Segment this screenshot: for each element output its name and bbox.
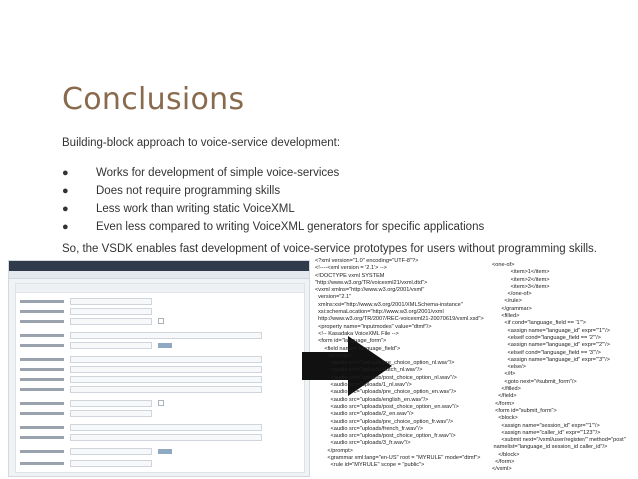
slide-summary: So, the VSDK enables fast development of voice-service prototypes for users without programming skills. — [62, 243, 597, 255]
bullet-dot-icon: ● — [62, 203, 69, 215]
bullet-dot-icon: ● — [62, 167, 69, 179]
slide-title: Conclusions — [62, 82, 245, 117]
slide-intro: Building-block approach to voice-service development: — [62, 137, 341, 149]
voicexml-code-part-2: <one-of> <item>1</item> <item>2</item> <item>3</item> </one-of> </rule> </grammar> <filled> <if cond="language_field == '1'"> <assign name="language_id" expr="'1'"/> <elseif cond="language_field == '2'"/> <assign name="language_id" expr="'2'"/> <elseif cond="language_field == '3'"/> <assign name="language_id" expr="'3'"/> <else/> </if> <goto next="#submit_form"/> </filled> </field> </form> <form id="submit_form"> <block> <assign name="session_id" expr="'1'"/> <assign name="caller_id" expr="'123'"/> <submit next="/vxml/user/register/" method="post" namelist="language_id session_id caller_id"/> </block> </form> </vxml> — [492, 262, 626, 473]
bullet-dot-icon: ● — [62, 185, 69, 197]
bullet-text: Less work than writing static VoiceXML — [96, 203, 295, 215]
bullet-text: Works for development of simple voice-services — [96, 167, 340, 179]
bullet-dot-icon: ● — [62, 221, 69, 233]
voicexml-code-part-1: <?xml version="1.0" encoding="UTF-8"?> <!----<xml version = '2.1'> --> <!DOCTYPE vxml SYSTEM "http://www.w3.org/TR/voicexml21/vxml.dtd"> <vxml xmlns="http://www.w3.org/2001/vxml" version="2.1" xmlns:xsi="http://www.w3.org/2001/XMLSchema-instance" xsi:schemaLocation="http://www.w3.org/2001/vxml http://www.w3.org/TR/2007/REC-voicexml21-20070619/vxml.xsd"> <property name="inputmodes" value="dtmf"/> <!-- Kasadaka VoiceXML File --> <form id="language_form"> <field name="language_field"> <prompt> <audio src="uploads/pre_choice_option_nl.wav"/> <audio src="uploads/dutch_nl.wav"/> <audio src="uploads/post_choice_option_nl.wav"/> <audio src="uploads/1_nl.wav"/> <audio src="uploads/pre_choice_option_en.wav"/> <audio src="uploads/english_en.wav"/> <audio src="uploads/post_choice_option_en.wav"/> <audio src="uploads/2_en.wav"/> <audio src="uploads/pre_choice_option_fr.wav"/> <audio src="uploads/french_fr.wav"/> <audio src="uploads/post_choice_option_fr.wav"/> <audio src="uploads/3_fr.wav"/> </prompt> <grammar xml:lang="en-US" root = "MYRULE" mode="dtmf"> <rule id="MYRULE" scope = "public"> — [315, 258, 484, 469]
bullet-text: Does not require programming skills — [96, 185, 281, 197]
bullet-text: Even less compared to writing VoiceXML generators for specific applications — [96, 221, 485, 233]
